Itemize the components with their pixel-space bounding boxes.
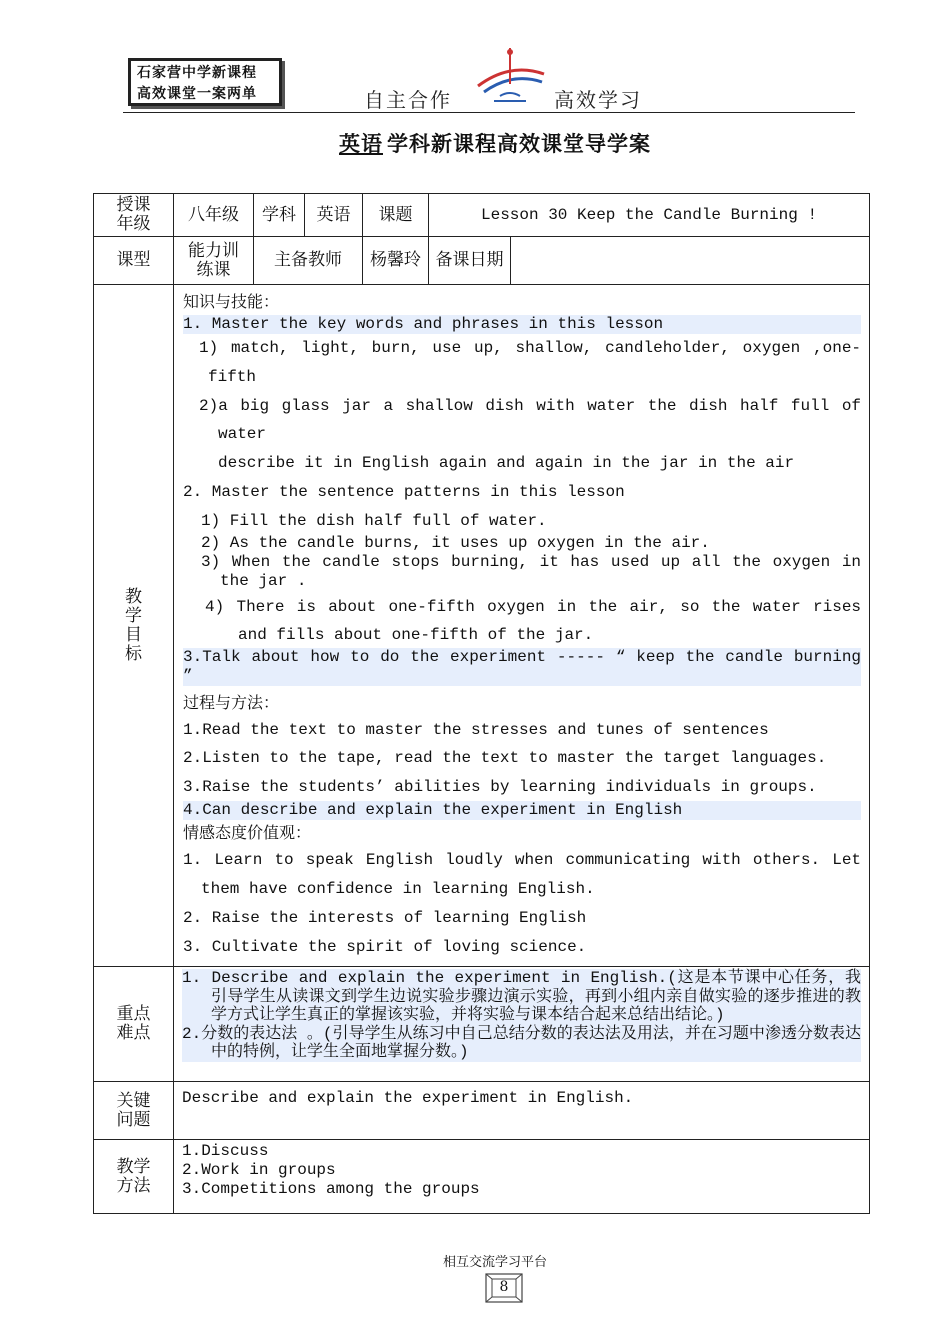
knowledge-item-1-2c: describe it in English again and again in the jar in the air [218, 454, 795, 473]
key-point-1: 1. Describe and explain the experiment in English.(这是本节课中心任务，我引导学生从读课文到学生边说实验步骤边演示实验，再到小组内亲自做实验的逐步推进的教学方式让学生真正的掌握该实验，并将实验与课本结合起来总结出结论。) [182, 969, 862, 1024]
emotion-item-1b: them have confidence in learning English. [201, 879, 595, 898]
knowledge-item-2-3a: 3) When the candle stops burning, it has used up all the oxygen in [201, 552, 862, 571]
title-subject: 英语 [339, 132, 383, 156]
label-date: 备课日期 [435, 250, 504, 270]
knowledge-item-1-2a: 2)a big glass jar a shallow dish with water the dish half full of [199, 396, 862, 415]
method-2: 2.Work in groups [182, 1161, 336, 1179]
grade-value: 八年级 [188, 204, 239, 225]
label-methods: 教学方法 [116, 1156, 151, 1196]
knowledge-item-3: 3.Talk about how to do the experiment ----- “ keep the candle burning ” [183, 647, 862, 685]
row-key-question [94, 1082, 870, 1140]
header-rule [123, 112, 855, 113]
row-grade [94, 194, 870, 237]
type-value: 能力训练课 [188, 240, 239, 280]
key-points-content [174, 967, 869, 1064]
stamp-line-1: 石家营中学新课程 [137, 65, 257, 81]
process-item-4: 4.Can describe and explain the experiment in English [183, 801, 861, 820]
subject-value: 英语 [316, 204, 351, 225]
key-question-text: Describe and explain the experiment in English. [182, 1089, 634, 1107]
label-topic: 课题 [378, 204, 413, 225]
school-stamp [128, 58, 282, 106]
label-grade: 授课年级 [116, 195, 151, 234]
emotion-item-2: 2. Raise the interests of learning English [183, 908, 587, 927]
row-key-points [94, 967, 870, 1082]
objectives-content [94, 285, 869, 961]
process-item-2: 2.Listen to the tape, read the text to master the target languages. [183, 749, 827, 768]
key-point-2: 2.分数的表达法 。(引导学生从练习中自己总结分数的表达法及用法，并在习题中渗透分数表达中的特例，让学生全面地掌握分数。) [182, 1024, 862, 1061]
label-subject: 学科 [262, 204, 296, 225]
knowledge-item-2-1: 1) Fill the dish half full of water. [201, 511, 547, 530]
knowledge-item-2-2: 2) As the candle burns, it uses up oxygen in the air. [201, 533, 710, 552]
knowledge-heading: 知识与技能： [183, 292, 280, 311]
emotion-item-3: 3. Cultivate the spirit of loving science. [183, 937, 587, 956]
row-methods [94, 1140, 870, 1214]
methods-content [174, 1140, 869, 1201]
method-1: 1.Discuss [182, 1142, 269, 1160]
knowledge-item-1-1a: 1) match, light, burn, use up, shallow, candleholder, oxygen ,one- [199, 339, 862, 357]
label-key-points: 重点难点 [116, 1004, 151, 1043]
row-type [94, 237, 870, 285]
label-key-question: 关键问题 [116, 1090, 151, 1130]
motto-right: 高效学习 [554, 88, 642, 112]
label-type: 课型 [116, 250, 151, 270]
knowledge-item-1: 1. Master the key words and phrases in this lesson [183, 315, 861, 334]
emotion-heading: 情感态度价值观： [183, 823, 312, 843]
process-item-1: 1.Read the text to master the stresses and tunes of sentences [183, 720, 769, 739]
school-logo-icon [470, 44, 550, 106]
footer-text: 相互交流学习平台 [442, 1255, 547, 1270]
process-heading: 过程与方法： [183, 692, 280, 712]
stamp-line-2: 高效课堂一案两单 [137, 86, 257, 102]
page-number: 8 [499, 1279, 509, 1295]
label-objectives: 教学目标 [125, 586, 142, 664]
method-3: 3.Competitions among the groups [182, 1180, 480, 1198]
topic-value: Lesson 30 Keep the Candle Burning ! [480, 206, 818, 224]
knowledge-item-2-4b: and fills about one-fifth of the jar. [238, 625, 594, 644]
knowledge-item-1-1b: fifth [208, 367, 257, 386]
knowledge-item-1-2b: water [218, 425, 267, 444]
knowledge-item-2: 2. Master the sentence patterns in this lesson [183, 482, 625, 501]
row-objectives [94, 285, 870, 967]
teacher-value: 杨馨玲 [370, 250, 421, 270]
title-rest: 学科新课程高效课堂导学案 [387, 132, 651, 156]
knowledge-item-2-4a: 4) There is about one-fifth oxygen in the air, so the water rises [205, 597, 862, 616]
knowledge-item-2-3b: the jar . [220, 571, 307, 590]
lesson-plan-table [93, 193, 870, 1214]
label-teacher: 主备教师 [274, 250, 342, 270]
motto-left: 自主合作 [364, 88, 452, 112]
document-title [0, 128, 950, 158]
process-item-3: 3.Raise the students’ abilities by learning individuals in groups. [183, 778, 817, 797]
emotion-item-1a: 1. Learn to speak English loudly when communicating with others. Let [183, 851, 862, 870]
